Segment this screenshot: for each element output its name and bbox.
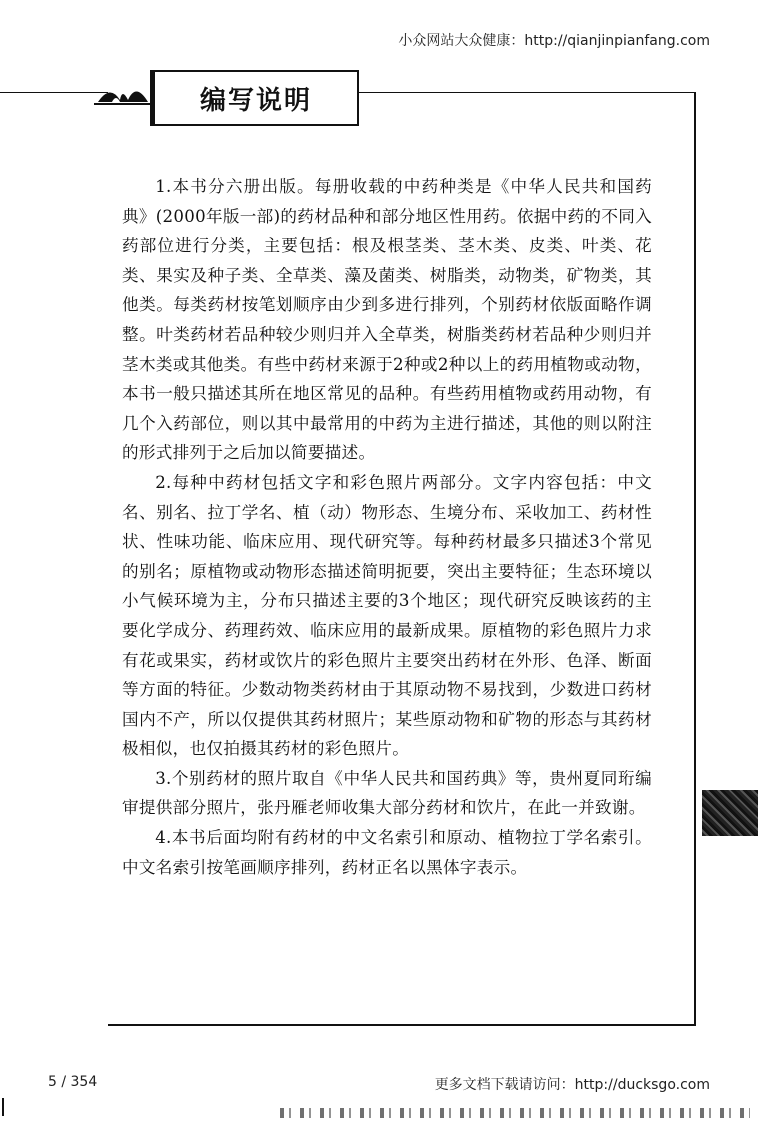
lotus-ornament-icon [92,80,152,108]
paragraph-3: 3.个别药材的照片取自《中华人民共和国药典》等，贵州夏同珩编审提供部分照片，张丹雁老师收集大部分药材和饮片，在此一并致谢。 [122,768,652,818]
scan-noise-strip [280,1108,750,1118]
section-title-box [150,70,359,126]
section-title: 编写说明 [199,85,312,116]
paragraph-1: 1.本书分六册出版。每册收载的中药种类是《中华人民共和国药典》(2000年版一部)的药材品种和部分地区性用药。依据中药的不同入药部位进行分类，主要包括：根及根茎类、茎木类、皮类、叶类、花类、果实及种子类、全草类、藻及菌类、树脂类，动物类，矿物类，其他类。每类药材按笔划顺序由少到多进行排列，个别药材依版面略作调整。叶类药材若品种较少则归并入全草类，树脂类药材若品种少则归并茎木类或其他类。有些中药材来源于2种或2种以上的药用植物或动物，本书一般只描述其所在地区常见的品种。有些药用植物或药用动物，有几个入药部位，则以其中最常用的中药为主进行描述，其他的则以附注的形式排列于之后加以简要描述。 [122,177,653,463]
page-indicator: 5 / 354 [48,1074,98,1090]
scan-edge-mark [2,1098,4,1116]
document-body [122,172,652,882]
paragraph-2: 2.每种中药材包括文字和彩色照片两部分。文字内容包括：中文名、别名、拉丁学名、植（动）物形态、生境分布、采收加工、药材性状、性味功能、临床应用、现代研究等。每种药材最多只描述3个常见的别名；原植物或动物形态描述简明扼要，突出主要特征；生态环境以小气候环境为主，分布只描述主要的3个地区；现代研究反映该药的主要化学成分、药理药效、临床应用的最新成果。原植物的彩色照片力求有花或果实，药材或饮片的彩色照片主要突出药材在外形、色泽、断面等方面的特征。少数动物类药材由于其原动物不易找到，少数进口药材国内不产，所以仅提供其药材照片；某些原动物和矿物的形态与其药材极相似，也仅拍摄其药材的彩色照片。 [122,472,652,759]
scan-side-mark [702,790,758,836]
paragraph-4: 4.本书后面均附有药材的中文名索引和原动、植物拉丁学名索引。中文名索引按笔画顺序排列，药材正名以黑体字表示。 [122,828,652,877]
footer-download-link[interactable]: 更多文档下载请访问：http://ducksgo.com [434,1077,710,1093]
header-site-link[interactable]: 小众网站大众健康：http://qianjinpianfang.com [398,33,710,49]
